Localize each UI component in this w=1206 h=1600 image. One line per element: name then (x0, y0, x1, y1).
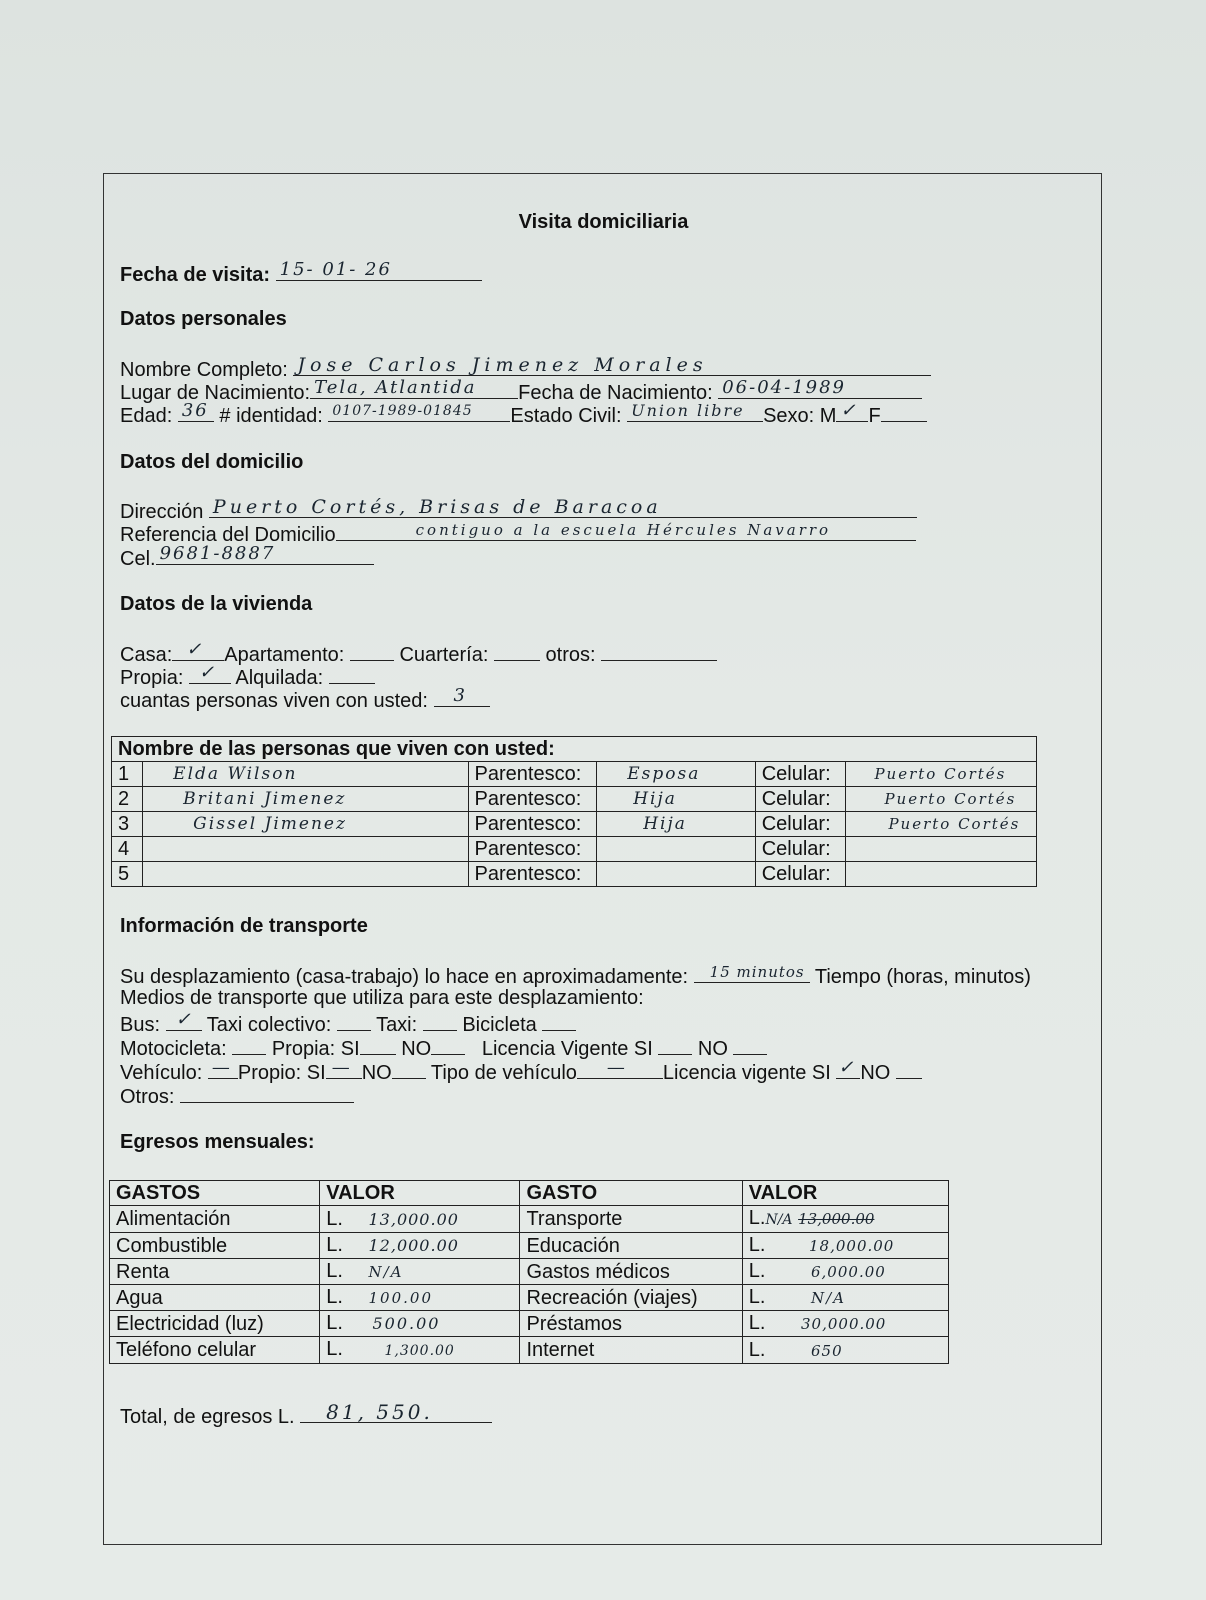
commute-suffix: Tiempo (horas, minutos) (814, 966, 1031, 988)
table-row (110, 1337, 949, 1364)
col-valor2: VALOR (742, 1181, 948, 1206)
expense-value: N/A (765, 1212, 793, 1228)
resident-name[interactable]: Gissel Jimenez (143, 812, 468, 837)
total-value: 81, 550. (326, 1400, 433, 1424)
resident-name[interactable] (143, 862, 468, 887)
otros-transport-row (120, 1082, 354, 1109)
expense-value-cell[interactable] (320, 1259, 520, 1285)
civil-label: Estado Civil: (510, 405, 622, 427)
casa-field[interactable] (172, 640, 224, 661)
table-row (110, 1285, 949, 1311)
moto-licencia-no-field[interactable] (733, 1034, 767, 1055)
col-gastos: GASTOS (110, 1181, 320, 1206)
id-label: # identidad: (219, 405, 323, 427)
age-value: 36 (181, 400, 209, 421)
expense-value: N/A (368, 1263, 404, 1281)
personal-heading: Datos personales (120, 308, 287, 330)
propia-mark: ✓ (198, 662, 217, 683)
sex-m-field[interactable] (836, 401, 868, 422)
expense-value-cell[interactable] (742, 1233, 948, 1259)
moto-licencia-label: Licencia Vigente SI (481, 1038, 653, 1060)
celular-label: Celular: (755, 812, 846, 837)
currency-label: L. (326, 1286, 343, 1308)
expense-value-cell[interactable] (320, 1311, 520, 1337)
casa-mark: ✓ (186, 639, 204, 660)
propio-no-field[interactable] (392, 1058, 426, 1079)
otros-transport-label: Otros: (120, 1086, 175, 1108)
birthdate-value: 06-04-1989 (722, 377, 846, 398)
reference-field[interactable] (336, 520, 916, 541)
expense-value-cell[interactable] (320, 1206, 520, 1233)
apartamento-label: Apartamento: (224, 644, 345, 666)
cel-label: Cel. (120, 548, 156, 570)
table-row (112, 812, 1037, 837)
id-field[interactable] (328, 401, 510, 422)
expense-item: Electricidad (luz) (110, 1311, 320, 1337)
resident-name[interactable]: Britani Jimenez (143, 787, 468, 812)
persons-field[interactable] (434, 686, 490, 707)
otros-label: otros: (545, 644, 596, 666)
taxi-colectivo-field[interactable] (337, 1010, 371, 1031)
transport-heading: Información de transporte (120, 915, 368, 937)
expense-value-cell[interactable] (742, 1259, 948, 1285)
expense-item: Agua (110, 1285, 320, 1311)
propio-si-mark: — (331, 1057, 352, 1078)
expense-value-cell[interactable] (320, 1285, 520, 1311)
resident-relation[interactable]: Hija (597, 787, 756, 812)
expenses-heading: Egresos mensuales: (120, 1131, 315, 1153)
total-row (120, 1402, 492, 1429)
tipo-label: Tipo de vehículo (430, 1062, 577, 1084)
expense-item: Préstamos (520, 1311, 742, 1337)
moto-licencia-no-label: NO (697, 1038, 728, 1060)
commute-value: 15 minutos (709, 963, 805, 981)
name-field[interactable] (293, 355, 931, 376)
currency-label: L. (748, 1286, 766, 1308)
birthdate-label: Fecha de Nacimiento: (518, 382, 713, 404)
visit-date-label: Fecha de visita: (120, 264, 271, 286)
licencia2-mark: ✓ (838, 1057, 856, 1078)
currency-label: L. (326, 1234, 343, 1256)
currency-label: L. (326, 1207, 343, 1230)
vehiculo-label: Vehículo: (120, 1062, 203, 1084)
birthplace-field[interactable] (310, 378, 518, 399)
residents-table (111, 736, 1037, 887)
expense-value: 13,000.00 (368, 1209, 459, 1229)
currency-label: L. (326, 1338, 343, 1360)
cel-value: 9681-8887 (159, 543, 276, 564)
expense-item: Transporte (520, 1206, 742, 1233)
cel-field[interactable] (156, 544, 374, 565)
celular-label: Celular: (755, 787, 846, 812)
col-valor: VALOR (320, 1181, 520, 1206)
vehicle-row (120, 1058, 922, 1085)
address-label: Dirección (120, 501, 204, 523)
otros-transport-field[interactable] (180, 1082, 354, 1103)
resident-relation[interactable] (597, 837, 756, 862)
name-label: Nombre Completo: (120, 359, 288, 381)
form-sheet (103, 173, 1102, 1545)
table-row (112, 837, 1037, 862)
birthdate-field[interactable] (718, 378, 922, 399)
name-value: Jose Carlos Jimenez Morales (297, 354, 708, 376)
persons-value: 3 (453, 685, 467, 706)
tipo-mark: — (606, 1057, 627, 1078)
otros-field[interactable] (601, 640, 717, 661)
total-field[interactable] (300, 1402, 492, 1423)
visit-date-field[interactable] (276, 260, 482, 281)
resident-relation[interactable]: Hija (597, 812, 756, 837)
civil-value: Union libre (631, 401, 745, 420)
sex-m-mark: ✓ (840, 400, 858, 421)
tipo-field[interactable] (577, 1058, 663, 1079)
resident-cell[interactable]: Puerto Cortés (846, 762, 1037, 787)
expense-item: Gastos médicos (520, 1259, 742, 1285)
bus-row (120, 1010, 576, 1037)
housing-heading: Datos de la vivienda (120, 593, 313, 615)
expense-value: 650 (811, 1341, 843, 1360)
resident-name[interactable] (143, 837, 468, 862)
expenses-table (109, 1180, 949, 1364)
row-number: 5 (112, 862, 143, 887)
table-row (112, 862, 1037, 887)
address-field[interactable] (209, 497, 917, 518)
expense-item: Educación (520, 1233, 742, 1259)
parentesco-label: Parentesco: (468, 837, 597, 862)
alquilada-label: Alquilada: (235, 667, 324, 689)
row-number: 2 (112, 787, 143, 812)
table-row (112, 787, 1037, 812)
birthplace-label: Lugar de Nacimiento: (120, 382, 311, 404)
parentesco-label: Parentesco: (468, 762, 597, 787)
resident-relation[interactable]: Esposa (597, 762, 756, 787)
celular-label: Celular: (755, 837, 846, 862)
expense-item: Combustible (110, 1233, 320, 1259)
total-label: Total, de egresos L. (120, 1406, 295, 1428)
currency-label: L. (748, 1312, 766, 1334)
age-row (120, 401, 927, 428)
expense-value: 18,000.00 (809, 1237, 895, 1255)
currency-label: L. (326, 1260, 343, 1282)
expense-item: Renta (110, 1259, 320, 1285)
expense-value-cell[interactable] (320, 1233, 520, 1259)
visit-date-value: 15- 01- 26 (279, 259, 392, 280)
expense-value: 1,300.00 (384, 1343, 455, 1359)
moto-propia-si-field[interactable] (360, 1034, 396, 1055)
reference-label: Referencia del Domicilio (120, 524, 336, 546)
propio-si-field[interactable] (326, 1058, 362, 1079)
sex-f-field[interactable] (881, 401, 927, 422)
bus-label: Bus: (120, 1014, 161, 1036)
age-label: Edad: (120, 405, 173, 427)
propia-field[interactable] (189, 663, 231, 684)
resident-cell[interactable] (846, 862, 1037, 887)
table-row (110, 1259, 949, 1285)
col-gasto: GASTO (520, 1181, 742, 1206)
expense-value-cell[interactable] (742, 1206, 948, 1233)
resident-cell[interactable]: Puerto Cortés (846, 812, 1037, 837)
commute-row (120, 962, 1031, 989)
id-value: 0107-1989-01845 (332, 403, 473, 419)
propio-no-label: NO (361, 1062, 392, 1084)
age-field[interactable] (178, 401, 214, 422)
resident-cell[interactable] (846, 837, 1037, 862)
resident-relation[interactable] (597, 862, 756, 887)
resident-cell[interactable]: Puerto Cortés (846, 787, 1037, 812)
alquilada-field[interactable] (329, 663, 375, 684)
licencia2-si-field[interactable] (836, 1058, 860, 1079)
expense-item: Alimentación (110, 1206, 320, 1233)
moto-no-label: NO (401, 1038, 432, 1060)
apartamento-field[interactable] (350, 640, 394, 661)
celular-label: Celular: (755, 762, 846, 787)
struck-value: 13,000.00 (798, 1210, 875, 1228)
sex-f-label: F (868, 405, 881, 427)
domicile-heading: Datos del domicilio (120, 451, 304, 473)
residents-heading: Nombre de las personas que viven con usted: (112, 737, 1037, 762)
bicicleta-label: Bicicleta (462, 1014, 537, 1036)
row-number: 4 (112, 837, 143, 862)
currency-label: L. (748, 1207, 766, 1229)
taxi-field[interactable] (423, 1010, 457, 1031)
persons-label: cuantas personas viven con usted: (120, 690, 428, 712)
expense-value-cell[interactable] (742, 1337, 948, 1364)
propia-label: Propia: (120, 667, 184, 689)
persons-row (120, 686, 490, 713)
taxi-colectivo-label: Taxi colectivo: (206, 1014, 332, 1036)
resident-name[interactable]: Elda Wilson (143, 762, 468, 787)
moto-label: Motocicleta: (120, 1038, 227, 1060)
moto-licencia-si-field[interactable] (658, 1034, 692, 1055)
sex-label: Sexo: M (763, 405, 837, 427)
expense-value: N/A (811, 1289, 847, 1307)
licencia2-label: Licencia vigente SI (662, 1062, 831, 1084)
civil-field[interactable] (627, 401, 763, 422)
expense-value-cell[interactable] (742, 1311, 948, 1337)
visit-date-row (120, 260, 482, 287)
currency-label: L. (748, 1338, 766, 1361)
cuarteria-field[interactable] (494, 640, 540, 661)
table-row (112, 762, 1037, 787)
casa-label: Casa: (120, 644, 173, 666)
cel-row (120, 544, 374, 571)
expense-item: Teléfono celular (110, 1337, 320, 1364)
expense-value: 500.00 (372, 1314, 441, 1333)
currency-label: L. (326, 1312, 343, 1334)
commute-field[interactable] (694, 962, 810, 983)
propio-si-label: Propio: SI (237, 1062, 326, 1084)
celular-label: Celular: (755, 862, 846, 887)
row-number: 3 (112, 812, 143, 837)
bicicleta-field[interactable] (542, 1010, 576, 1031)
table-row (110, 1233, 949, 1259)
parentesco-label: Parentesco: (468, 787, 597, 812)
table-row (110, 1206, 949, 1233)
vehiculo-field[interactable] (208, 1058, 238, 1079)
expense-value: 6,000.00 (811, 1263, 886, 1281)
commute-label: Su desplazamiento (casa-trabajo) lo hace en aproximadamente: (120, 966, 689, 988)
birthplace-value: Tela, Atlantida (314, 377, 477, 398)
moto-propia-label: Propia: SI (271, 1038, 360, 1060)
currency-label: L. (748, 1260, 766, 1282)
bus-field[interactable] (166, 1010, 202, 1031)
moto-no-field[interactable] (431, 1034, 465, 1055)
vehiculo-mark: — (211, 1057, 232, 1078)
residents-body (112, 762, 1037, 887)
bus-mark: ✓ (175, 1009, 193, 1030)
expense-value: 100.00 (368, 1289, 433, 1307)
cuarteria-label: Cuartería: (399, 644, 489, 666)
expense-item: Internet (520, 1337, 742, 1364)
taxi-label: Taxi: (376, 1014, 418, 1036)
form-title: Visita domiciliaria (518, 211, 689, 233)
parentesco-label: Parentesco: (468, 862, 597, 887)
moto-field[interactable] (232, 1034, 266, 1055)
expense-value: 12,000.00 (368, 1236, 459, 1255)
means-row: Medios de transporte que utiliza para este desplazamiento: (120, 987, 644, 1009)
row-number: 1 (112, 762, 143, 787)
table-row (110, 1311, 949, 1337)
expense-value-cell[interactable] (742, 1285, 948, 1311)
licencia2-no-field[interactable] (896, 1058, 922, 1079)
address-value: Puerto Cortés, Brisas de Baracoa (212, 496, 662, 518)
currency-label: L. (748, 1234, 766, 1256)
parentesco-label: Parentesco: (468, 812, 597, 837)
expense-value: 30,000.00 (801, 1315, 887, 1333)
licencia2-no-label: NO (860, 1062, 891, 1084)
expense-item: Recreación (viajes) (520, 1285, 742, 1311)
expense-value-cell[interactable] (320, 1337, 520, 1364)
reference-value: contiguo a la escuela Hércules Navarro (415, 521, 832, 539)
